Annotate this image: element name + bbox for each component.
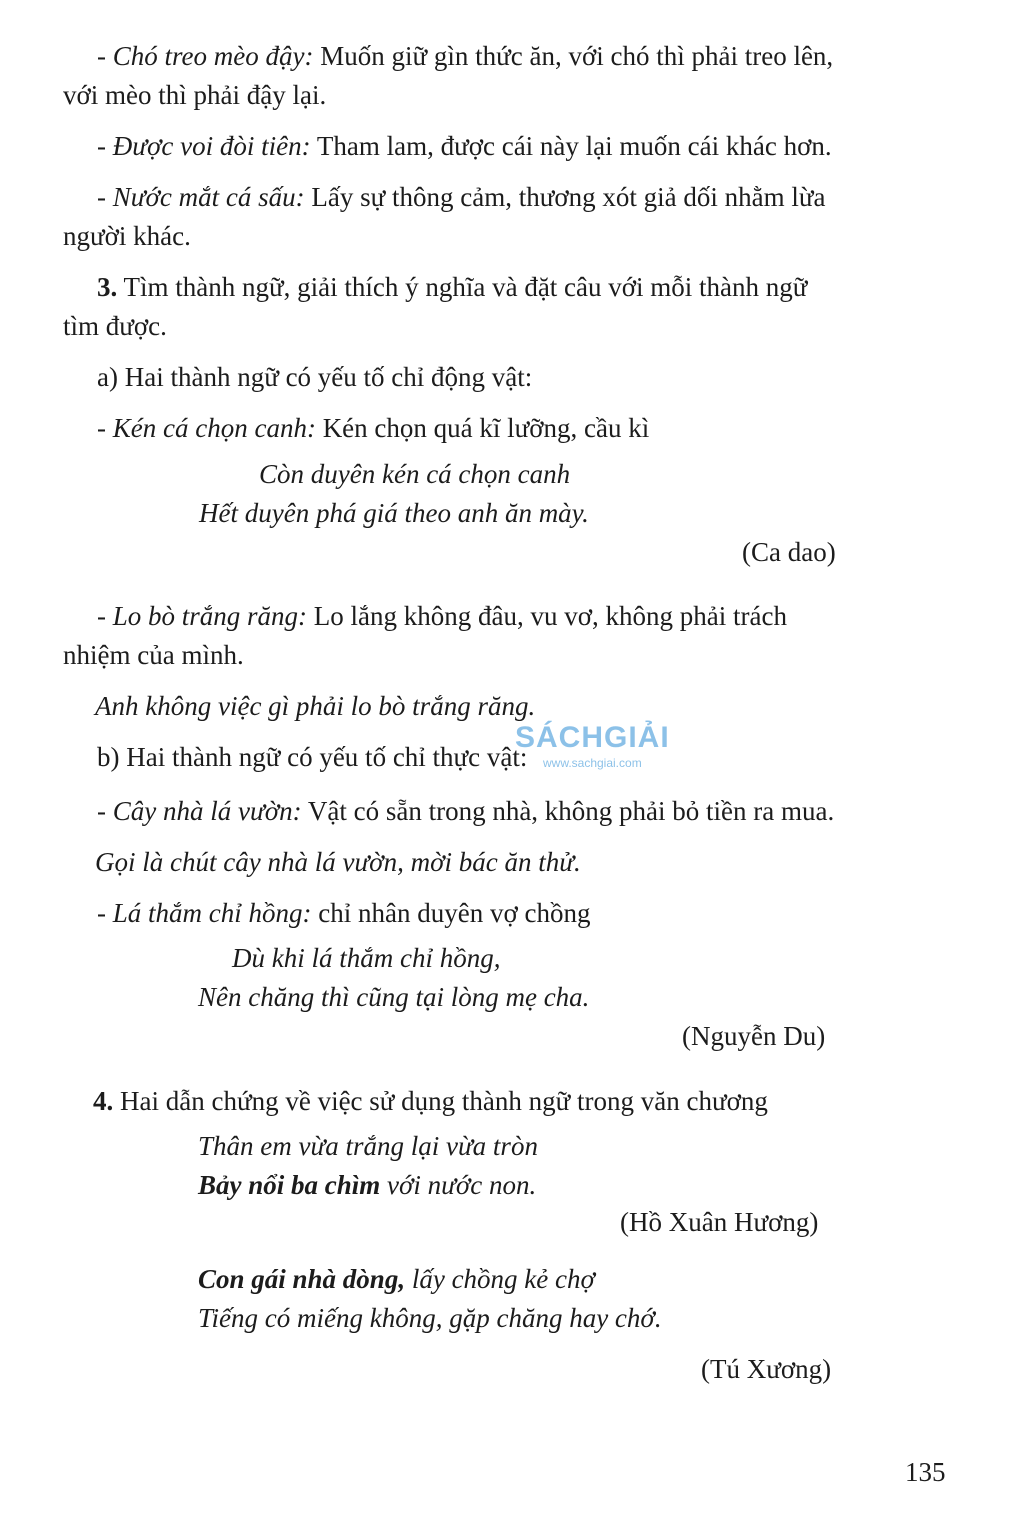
question-number: 3. bbox=[97, 272, 118, 302]
idiom-term: Được voi đòi tiên: bbox=[112, 131, 311, 161]
idiom-definition: Kén chọn quá kĩ lưỡng, cầu kì bbox=[315, 413, 650, 443]
idiom-definition: Muốn giữ gìn thức ăn, với chó thì phải treo lên, bbox=[313, 41, 834, 71]
idiom-la-tham: - Lá thắm chỉ hồng: chỉ nhân duyên vợ chồng bbox=[97, 898, 591, 928]
question-number: 4. bbox=[93, 1086, 114, 1116]
poem-source: (Hồ Xuân Hương) bbox=[620, 1207, 819, 1237]
poem-text: lấy chồng kẻ chợ bbox=[405, 1264, 595, 1294]
verse-source: (Ca dao) bbox=[742, 537, 836, 567]
idiom-definition: Vật có sẵn trong nhà, không phải bỏ tiền ra mua. bbox=[301, 796, 835, 826]
poem-text: với nước non. bbox=[380, 1170, 537, 1200]
idiom-ken-ca: - Kén cá chọn canh: Kén chọn quá kĩ lưỡng, cầu kì bbox=[97, 413, 650, 443]
idiom-definition: Lấy sự thông cảm, thương xót giả dối nhằm lừa bbox=[304, 182, 826, 212]
idiom-duoc-voi: - Được voi đòi tiên: Tham lam, được cái này lại muốn cái khác hơn. bbox=[97, 131, 832, 161]
poem-source: (Tú Xương) bbox=[701, 1354, 832, 1384]
poem-line bbox=[198, 1263, 595, 1295]
idiom-highlight: Bảy nổi ba chìm bbox=[198, 1170, 381, 1200]
watermark-logo bbox=[515, 722, 670, 770]
watermark-brand: SÁCHGIẢI bbox=[515, 721, 670, 754]
idiom-term: Lá thắm chỉ hồng: bbox=[112, 898, 312, 928]
idiom-definition-cont: với mèo thì phải đậy lại. bbox=[63, 80, 327, 110]
question-text: Tìm thành ngữ, giải thích ý nghĩa và đặt câu với mỗi thành ngữ bbox=[117, 272, 808, 302]
idiom-term: Nước mắt cá sấu: bbox=[112, 182, 305, 212]
verse-source: (Nguyễn Du) bbox=[682, 1021, 826, 1051]
question-4 bbox=[93, 1085, 768, 1117]
poem-line: Thân em vừa trắng lại vừa tròn bbox=[198, 1131, 538, 1161]
poem-line: Tiếng có miếng không, gặp chăng hay chớ. bbox=[198, 1303, 662, 1333]
idiom-definition: Tham lam, được cái này lại muốn cái khác hơn. bbox=[310, 131, 832, 161]
idiom-highlight: Con gái nhà dòng, bbox=[198, 1264, 406, 1294]
section-a-heading: a) Hai thành ngữ có yếu tố chỉ động vật: bbox=[97, 362, 533, 392]
idiom-nuoc-mat: - Nước mắt cá sấu: Lấy sự thông cảm, thương xót giả dối nhằm lừa bbox=[97, 182, 826, 212]
verse-line: Còn duyên kén cá chọn canh bbox=[259, 459, 571, 489]
poem-line bbox=[198, 1169, 536, 1201]
page-number: 135 bbox=[905, 1457, 946, 1487]
question-3 bbox=[97, 271, 807, 303]
section-b-heading: b) Hai thành ngữ có yếu tố chỉ thực vật: bbox=[97, 742, 528, 772]
idiom-definition: Lo lắng không đâu, vu vơ, không phải trách bbox=[307, 601, 787, 631]
verse-line: Nên chăng thì cũng tại lòng mẹ cha. bbox=[198, 982, 590, 1012]
example-sentence: Gọi là chút cây nhà lá vườn, mời bác ăn thử. bbox=[95, 847, 581, 877]
idiom-term: Lo bò trắng răng: bbox=[112, 601, 308, 631]
idiom-definition-cont: người khác. bbox=[63, 221, 191, 251]
watermark-url: www.sachgiai.com bbox=[542, 756, 642, 770]
idiom-cho-treo: - Chó treo mèo đậy: Muốn giữ gìn thức ăn, với chó thì phải treo lên, bbox=[97, 41, 834, 71]
idiom-term: Kén cá chọn canh: bbox=[112, 413, 316, 443]
question-text-cont: tìm được. bbox=[63, 311, 167, 341]
idiom-cay-nha: - Cây nhà lá vườn: Vật có sẵn trong nhà, không phải bỏ tiền ra mua. bbox=[97, 796, 835, 826]
idiom-lo-bo: - Lo bò trắng răng: Lo lắng không đâu, vu vơ, không phải trách bbox=[97, 601, 787, 631]
question-text: Hai dẫn chứng về việc sử dụng thành ngữ trong văn chương bbox=[113, 1086, 768, 1116]
idiom-definition-cont: nhiệm của mình. bbox=[63, 640, 244, 670]
example-sentence: Anh không việc gì phải lo bò trắng răng. bbox=[95, 691, 536, 721]
idiom-definition: chỉ nhân duyên vợ chồng bbox=[311, 898, 591, 928]
verse-line: Dù khi lá thắm chỉ hồng, bbox=[232, 943, 501, 973]
idiom-term: Cây nhà lá vườn: bbox=[112, 796, 302, 826]
idiom-term: Chó treo mèo đậy: bbox=[112, 41, 314, 71]
verse-line: Hết duyên phá giá theo anh ăn mày. bbox=[199, 498, 589, 528]
